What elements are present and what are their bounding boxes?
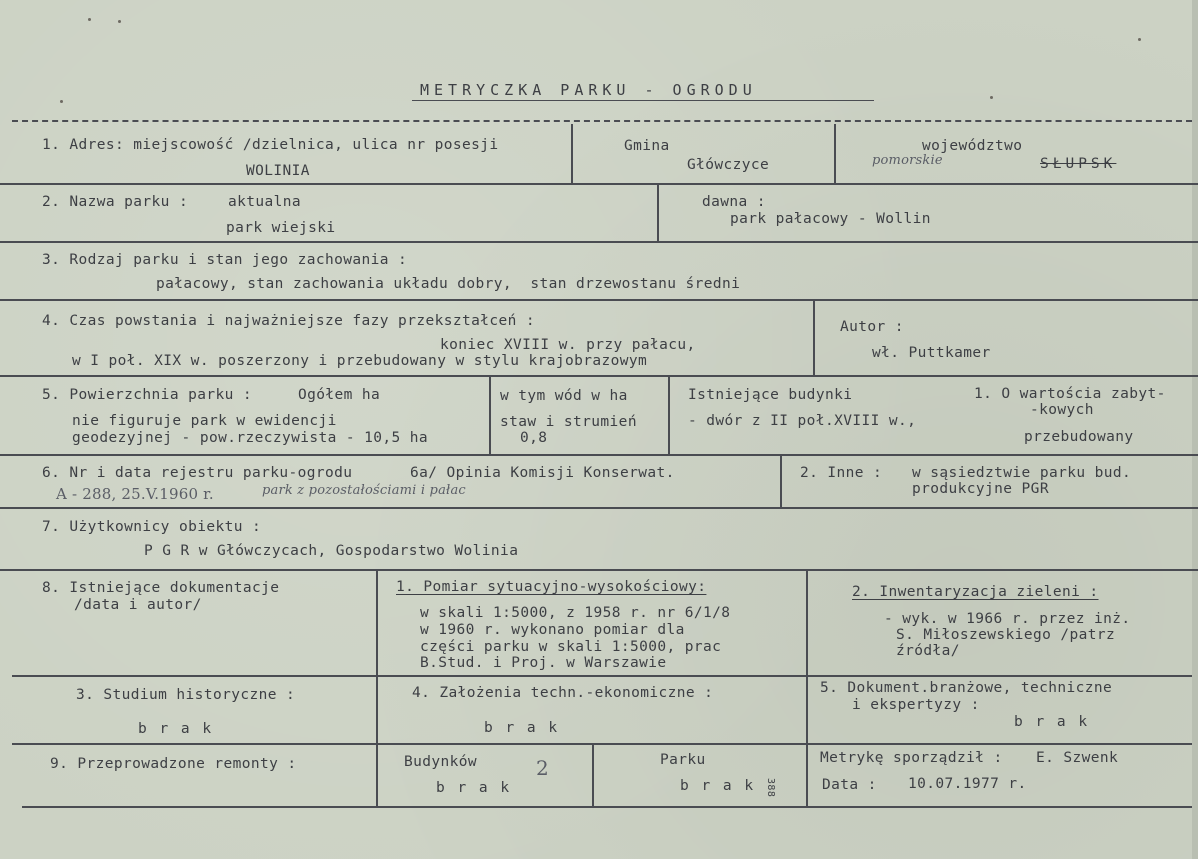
s1-woj-label: województwo bbox=[922, 138, 1023, 154]
rule-2 bbox=[0, 241, 1198, 243]
dok-value: b r a k bbox=[1014, 714, 1090, 730]
vrule-s8b bbox=[806, 570, 808, 806]
s3-value: pałacowy, stan zachowania układu dobry, stan drzewostanu średni bbox=[156, 276, 741, 292]
rule-5 bbox=[0, 454, 1198, 456]
rule-7 bbox=[0, 569, 1198, 571]
paper-speck bbox=[118, 20, 121, 23]
s8-pomiar-l2: w 1960 r. wykonano pomiar dla bbox=[420, 622, 685, 638]
s5-wod-l1: w tym wód w ha bbox=[500, 388, 628, 404]
paper-speck bbox=[1138, 38, 1141, 41]
s7-label: 7. Użytkownicy obiektu : bbox=[42, 519, 262, 535]
s4-line1: koniec XVIII w. przy pałacu, bbox=[440, 337, 696, 353]
s9-sporzadzil-value: E. Szwenk bbox=[1036, 750, 1119, 766]
dok-l1: 5. Dokument.branżowe, techniczne bbox=[820, 680, 1113, 696]
s6-rejestr-note: park z pozostałościami i pałac bbox=[262, 483, 466, 498]
s8-inw-l2: S. Miłoszewskiego /patrz bbox=[896, 627, 1116, 643]
s4-label: 4. Czas powstania i najważniejsze fazy przekształceń : bbox=[42, 313, 536, 329]
paper-speck bbox=[60, 100, 63, 103]
dok-l2: i ekspertyzy : bbox=[852, 697, 980, 713]
s8-pomiar-l4: B.Stud. i Proj. w Warszawie bbox=[420, 655, 667, 671]
s8-pomiar-l3: części parku w skali 1:5000, prac bbox=[420, 639, 722, 655]
s4-autor-value: wł. Puttkamer bbox=[872, 345, 991, 361]
s5-wart-l2: -kowych bbox=[1030, 402, 1094, 418]
s3-label: 3. Rodzaj parku i stan jego zachowania : bbox=[42, 252, 408, 268]
vrule-s4 bbox=[813, 300, 815, 375]
s9-parku-label: Parku bbox=[660, 752, 706, 768]
s8-inw-title: 2. Inwentaryzacja zieleni : bbox=[852, 584, 1099, 600]
paper-speck bbox=[990, 96, 993, 99]
rule-8 bbox=[12, 675, 1192, 677]
s9-sporzadzil-label: Metrykę sporządził : bbox=[820, 750, 1003, 766]
s9-parku-value: b r a k bbox=[680, 778, 756, 794]
s5-wart-l1: 1. O wartościa zabyt- bbox=[974, 386, 1166, 402]
s5-wod-l2: staw i strumień bbox=[500, 414, 637, 430]
s9-data-label: Data : bbox=[822, 777, 877, 793]
vrule-s1a bbox=[571, 124, 573, 183]
s2-aktualna-label: aktualna bbox=[228, 194, 302, 210]
s8-pomiar-l1: w skali 1:5000, z 1958 r. nr 6/1/8 bbox=[420, 605, 731, 621]
rule-6 bbox=[0, 507, 1198, 509]
s9-data-value: 10.07.1977 r. bbox=[908, 776, 1027, 792]
s6-label: 6. Nr i data rejestru parku-ogrodu bbox=[42, 465, 353, 481]
s5-line2: nie figuruje park w ewidencji bbox=[72, 413, 337, 429]
s9-budynkow-handwritten: 2 bbox=[536, 756, 549, 780]
s9-budynkow-label: Budynków bbox=[404, 754, 478, 770]
s1-woj-handwritten: pomorskie bbox=[872, 153, 943, 168]
vrule-s1b bbox=[834, 124, 836, 183]
vrule-s6 bbox=[780, 455, 782, 507]
s5-wart-l3: przebudowany bbox=[1024, 429, 1134, 445]
s6-inne-l2: produkcyjne PGR bbox=[912, 481, 1049, 497]
zalozenia-label: 4. Założenia techn.-ekonomiczne : bbox=[412, 685, 714, 701]
s8-inw-l1: - wyk. w 1966 r. przez inż. bbox=[884, 611, 1131, 627]
rule-1 bbox=[0, 183, 1198, 185]
s1-gmina-value: Główczyce bbox=[687, 157, 770, 173]
card-title: METRYCZKA PARKU - OGRODU bbox=[420, 81, 757, 99]
vrule-s8a bbox=[376, 570, 378, 806]
rule-top bbox=[12, 120, 1192, 122]
title-underline bbox=[412, 100, 874, 101]
s4-autor-label: Autor : bbox=[840, 319, 904, 335]
paper-speck bbox=[88, 18, 91, 21]
zalozenia-value: b r a k bbox=[484, 720, 560, 736]
rule-9 bbox=[12, 743, 1192, 745]
s9-budynkow-value: b r a k bbox=[436, 780, 512, 796]
s5-ogolem: Ogółem ha bbox=[298, 387, 381, 403]
rule-4 bbox=[0, 375, 1198, 377]
vrule-s5b bbox=[668, 376, 670, 454]
studium-value: b r a k bbox=[138, 721, 214, 737]
s9-label: 9. Przeprowadzone remonty : bbox=[50, 756, 297, 772]
s6-opinia: 6a/ Opinia Komisji Konserwat. bbox=[410, 465, 675, 481]
s1-locality: WOLINIA bbox=[246, 163, 310, 179]
s9-stamp: 388 bbox=[765, 778, 776, 798]
s1-label: 1. Adres: miejscowość /dzielnica, ulica nr posesji bbox=[42, 137, 499, 153]
s6-inne-label: 2. Inne : bbox=[800, 465, 883, 481]
s2-aktualna-value: park wiejski bbox=[226, 220, 336, 236]
s7-value: P G R w Główczycach, Gospodarstwo Wolinia bbox=[144, 543, 519, 559]
vrule-s5a bbox=[489, 376, 491, 454]
studium-label: 3. Studium historyczne : bbox=[76, 687, 296, 703]
card-edge bbox=[1192, 0, 1198, 859]
s5-wod-value: 0,8 bbox=[520, 430, 548, 446]
vrule-s2 bbox=[657, 184, 659, 241]
s2-dawna-label: dawna : bbox=[702, 194, 766, 210]
s5-label: 5. Powierzchnia parku : bbox=[42, 387, 252, 403]
rule-bottom bbox=[22, 806, 1192, 808]
rule-3 bbox=[0, 299, 1198, 301]
s4-line2: w I poł. XIX w. poszerzony i przebudowany w stylu krajobrazowym bbox=[72, 353, 648, 369]
s8-pomiar-title: 1. Pomiar sytuacyjno-wysokościowy: bbox=[396, 579, 707, 595]
vrule-s9 bbox=[592, 744, 594, 806]
s1-gmina-label: Gmina bbox=[624, 138, 670, 154]
s2-dawna-value: park pałacowy - Wollin bbox=[730, 211, 931, 227]
s2-label: 2. Nazwa parku : bbox=[42, 194, 189, 210]
s1-woj-value: SŁUPSK bbox=[1040, 156, 1117, 172]
s5-line3: geodezyjnej - pow.rzeczywista - 10,5 ha bbox=[72, 430, 429, 446]
s5-bud-l1: Istniejące budynki bbox=[688, 387, 853, 403]
s8-inw-l3: źródła/ bbox=[896, 643, 960, 659]
s5-bud-l2: - dwór z II poł.XVIII w., bbox=[688, 413, 917, 429]
s6-rejestr-handwritten: A - 288, 25.V.1960 r. bbox=[56, 485, 214, 503]
s6-inne-l1: w sąsiedztwie parku bud. bbox=[912, 465, 1132, 481]
s8-label-l1: 8. Istniejące dokumentacje bbox=[42, 580, 280, 596]
s8-label-l2: /data i autor/ bbox=[74, 597, 202, 613]
